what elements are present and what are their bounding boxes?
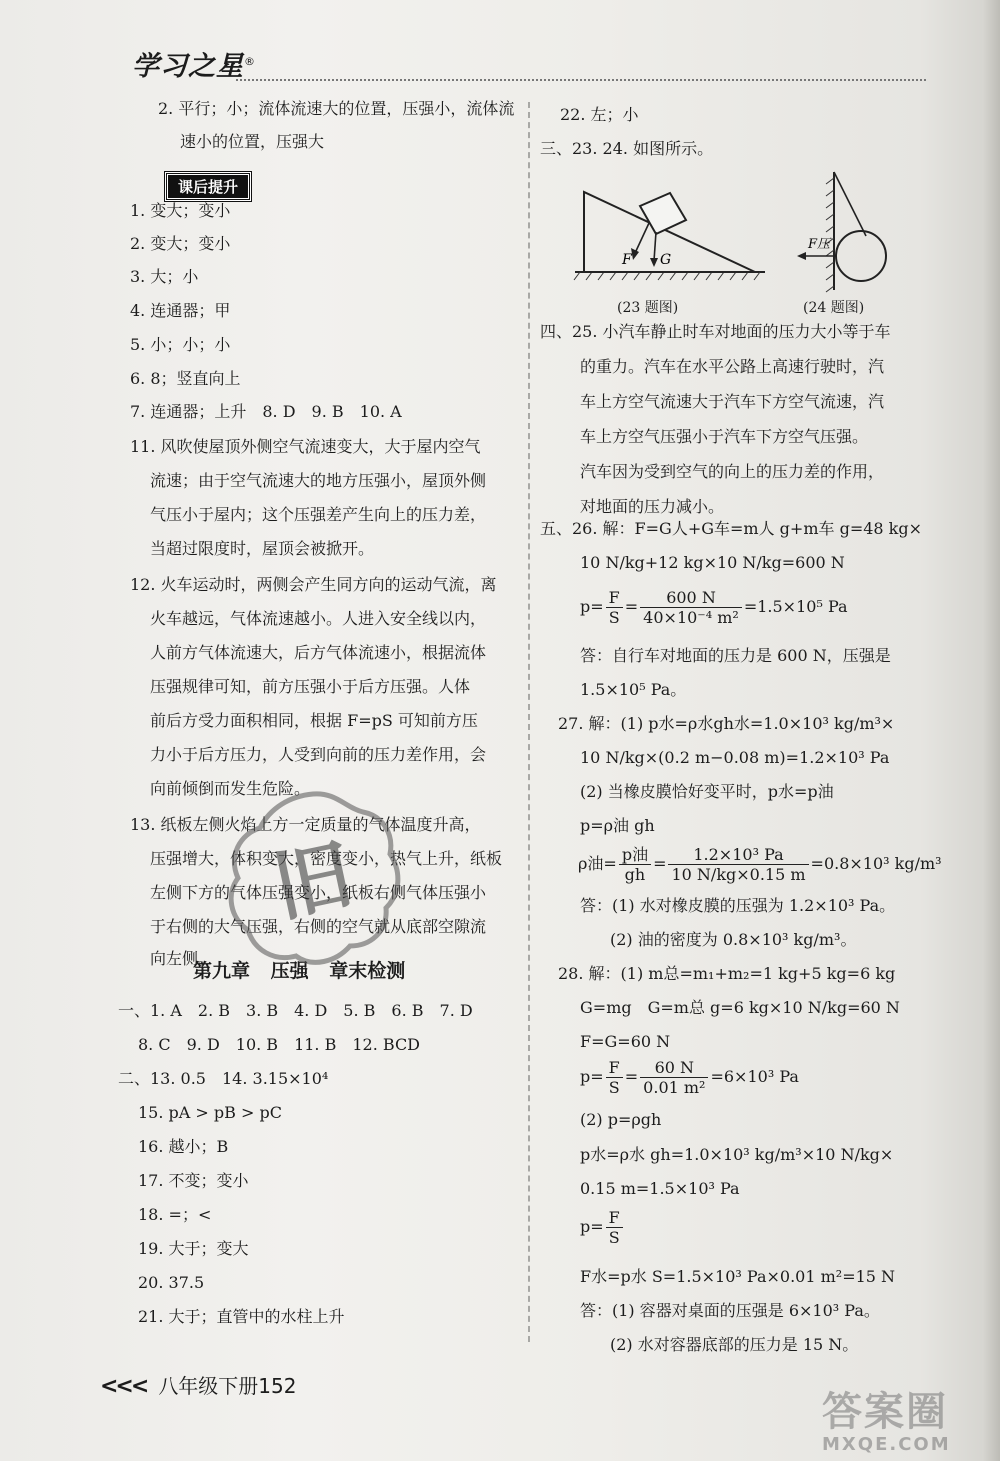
answer-26-formula: p= $\frac{F}{S}$ = $\frac{600 N}{\text{40×10⁻⁴ m²}}$ =1.5×10⁵ Pa bbox=[580, 588, 848, 627]
answer-26-answer-1: 答：自行车对地面的压力是 600 N，压强是 bbox=[580, 646, 891, 665]
answer-2b: 2. 变大；变小 bbox=[130, 234, 231, 253]
answer-11-line: 11. 风吹使屋顶外侧空气流速变大，大于屋内空气 bbox=[130, 437, 481, 456]
answer-25-line: 车上方空气流速大于汽车下方空气流速，汽 bbox=[580, 392, 885, 411]
answer-28-answer-2: (2) 水对容器底部的压力是 15 N。 bbox=[610, 1335, 859, 1354]
answer-13-line: 左侧下方的气体压强变小，纸板右侧气体压强小 bbox=[150, 883, 487, 902]
footer-page-label: 八年级下册152 bbox=[158, 1374, 297, 1398]
label-F-press: F压 bbox=[808, 237, 831, 252]
answer-11-line: 气压小于屋内；这个压强差产生向上的压力差， bbox=[150, 505, 487, 524]
answer-27-answer-1: 答：(1) 水对橡皮膜的压强为 1.2×10³ Pa。 bbox=[580, 896, 896, 915]
answer-19: 19. 大于；变大 bbox=[138, 1239, 249, 1258]
answer-25-line: 的重力。汽车在水平公路上高速行驶时，汽 bbox=[580, 357, 885, 376]
answer-12-line: 向前倾倒而发生危险。 bbox=[150, 779, 311, 798]
answer-11-line: 流速；由于空气流速大的地方压强小，屋顶外侧 bbox=[150, 471, 487, 490]
chapter-heading: 第九章 压强 章末检测 bbox=[193, 960, 406, 982]
answer-26-line-2: 10 N/kg+12 kg×10 N/kg=600 N bbox=[580, 553, 845, 572]
answer-27-answer-2: (2) 油的密度为 0.8×10³ kg/m³。 bbox=[610, 930, 857, 949]
answer-12-line: 力小于后方压力，人受到向前的压力差作用，会 bbox=[150, 745, 487, 764]
column-divider bbox=[528, 102, 530, 1342]
footer-arrows-icon: <<< bbox=[100, 1374, 147, 1399]
answer-12-line: 人前方气体流速大，后方气体流速小，根据流体 bbox=[150, 643, 487, 662]
figure-23-incline bbox=[570, 172, 770, 312]
answer-25-line: 车上方空气压强小于汽车下方空气压强。 bbox=[580, 427, 869, 446]
answer-13-line: 向左侧。 bbox=[150, 949, 215, 968]
answer-16: 16. 越小；B bbox=[138, 1137, 229, 1156]
answer-25-line: 四、25. 小汽车静止时车对地面的压力大小等于车 bbox=[540, 322, 891, 341]
label-G: G bbox=[660, 252, 672, 268]
answer-12-line: 12. 火车运动时，两侧会产生同方向的运动气流，离 bbox=[130, 575, 497, 594]
answer-2-cont: 速小的位置，压强大 bbox=[180, 132, 325, 151]
answer-1: 1. 变大；变小 bbox=[130, 201, 231, 220]
answer-28-line-6: 0.15 m=1.5×10³ Pa bbox=[580, 1179, 740, 1198]
answer-21: 21. 大于；直管中的水柱上升 bbox=[138, 1307, 345, 1326]
answer-25-line: 对地面的压力减小。 bbox=[580, 497, 725, 516]
section-1-line-1: 一、1. A 2. B 3. B 4. D 5. B 6. B 7. D bbox=[118, 1001, 473, 1020]
answer-27-line-1: 27. 解：(1) p水=ρ水gh水=1.0×10³ kg/m³× bbox=[558, 714, 895, 733]
watermark-cn: 答案圈 bbox=[822, 1389, 948, 1435]
brand-title: 学习之星® bbox=[132, 51, 256, 82]
answer-5: 5. 小；小；小 bbox=[130, 335, 231, 354]
answer-28-formula-1: p= $\frac{F}{S}$ = $\frac{60 N}{\text{0.01 m²}}$ =6×10³ Pa bbox=[580, 1058, 799, 1097]
answer-11-line: 当超过限度时，屋顶会被掀开。 bbox=[150, 539, 375, 558]
watermark-logo bbox=[822, 1390, 951, 1455]
answer-6: 6. 8；竖直向上 bbox=[130, 369, 241, 388]
answer-12-line: 火车越远，气体流速越小。人进入安全线以内， bbox=[150, 609, 487, 628]
section-badge: 课后提升 bbox=[165, 172, 251, 201]
answer-17: 17. 不变；变小 bbox=[138, 1171, 249, 1190]
figure-24-ball-wall bbox=[788, 168, 908, 298]
answer-18: 18. =；< bbox=[138, 1205, 212, 1224]
answer-22: 22. 左；小 bbox=[560, 105, 639, 124]
answer-3: 3. 大；小 bbox=[130, 267, 199, 286]
answer-26-line-1: 五、26. 解：F=G人+G车=m人 g+m车 g=48 kg× bbox=[540, 519, 923, 538]
answer-7-10: 7. 连通器；上升 8. D 9. B 10. A bbox=[130, 402, 402, 421]
section-2-line-1: 二、13. 0.5 14. 3.15×10⁴ bbox=[118, 1069, 329, 1088]
answer-13-line: 于右侧的大气压强，右侧的空气就从底部空隙流 bbox=[150, 917, 487, 936]
answer-27-formula: ρ油= $\frac{\text{p油}}{gh}$ = $\frac{\text{1.2×10³ Pa}}{10 N/kg\times 0.15 m}$ =0.8×10³ kg/m³ bbox=[578, 845, 942, 884]
header-rule bbox=[236, 79, 926, 81]
answer-28-line-7: F水=p水 S=1.5×10³ Pa×0.01 m²=15 N bbox=[580, 1267, 896, 1286]
section-1-line-2: 8. C 9. D 10. B 11. B 12. BCD bbox=[138, 1035, 421, 1054]
answer-13-line: 压强增大，体积变大，密度变小，热气上升，纸板 bbox=[150, 849, 503, 868]
answer-12-line: 压强规律可知，前方压强小于后方压强。人体 bbox=[150, 677, 471, 696]
answer-28-answer-1: 答：(1) 容器对桌面的压强是 6×10³ Pa。 bbox=[580, 1301, 880, 1320]
figure-24-caption: (24 题图) bbox=[803, 300, 865, 316]
answer-28-line-2: G=mg G=m总 g=6 kg×10 N/kg=60 N bbox=[580, 998, 900, 1017]
answer-2: 2. 平行；小；流体流速大的位置，压强小，流体流 bbox=[158, 99, 515, 118]
page-footer bbox=[100, 1370, 297, 1399]
answer-28-line-5: p水=ρ水 gh=1.0×10³ kg/m³×10 N/kg× bbox=[580, 1145, 894, 1164]
answer-15: 15. pA > pB > pC bbox=[138, 1103, 282, 1122]
answer-28-formula-2: p= $\frac{F}{S}$ bbox=[580, 1208, 625, 1247]
answer-27-line-2: 10 N/kg×(0.2 m−0.08 m)=1.2×10³ Pa bbox=[580, 748, 890, 767]
answer-28-line-3: F=G=60 N bbox=[580, 1032, 671, 1051]
section-3: 三、23. 24. 如图所示。 bbox=[540, 139, 714, 158]
answer-13-line: 13. 纸板左侧火焰上方一定质量的气体温度升高， bbox=[130, 815, 481, 834]
answer-27-line-3: (2) 当橡皮膜恰好变平时，p水=p油 bbox=[580, 782, 834, 801]
answer-28-line-1: 28. 解：(1) m总=m₁+m₂=1 kg+5 kg=6 kg bbox=[558, 964, 896, 983]
watermark-url: MXQE.COM bbox=[822, 1434, 951, 1455]
answer-4: 4. 连通器；甲 bbox=[130, 301, 231, 320]
answer-12-line: 前后方受力面积相同，根据 F=pS 可知前方压 bbox=[150, 711, 478, 730]
figure-23-caption: (23 题图) bbox=[617, 300, 679, 316]
page-edge-shadow bbox=[982, 0, 1000, 1461]
stamp-text: 旧 bbox=[265, 829, 361, 935]
answer-27-line-4: p=ρ油 gh bbox=[580, 816, 655, 835]
answer-25-line: 汽车因为受到空气的向上的压力差的作用， bbox=[580, 462, 885, 481]
used-book-stamp bbox=[218, 786, 408, 976]
label-F: F bbox=[622, 252, 632, 268]
answer-20: 20. 37.5 bbox=[138, 1273, 205, 1292]
answer-28-line-4: (2) p=ρgh bbox=[580, 1110, 662, 1129]
answer-26-answer-2: 1.5×10⁵ Pa。 bbox=[580, 680, 687, 699]
